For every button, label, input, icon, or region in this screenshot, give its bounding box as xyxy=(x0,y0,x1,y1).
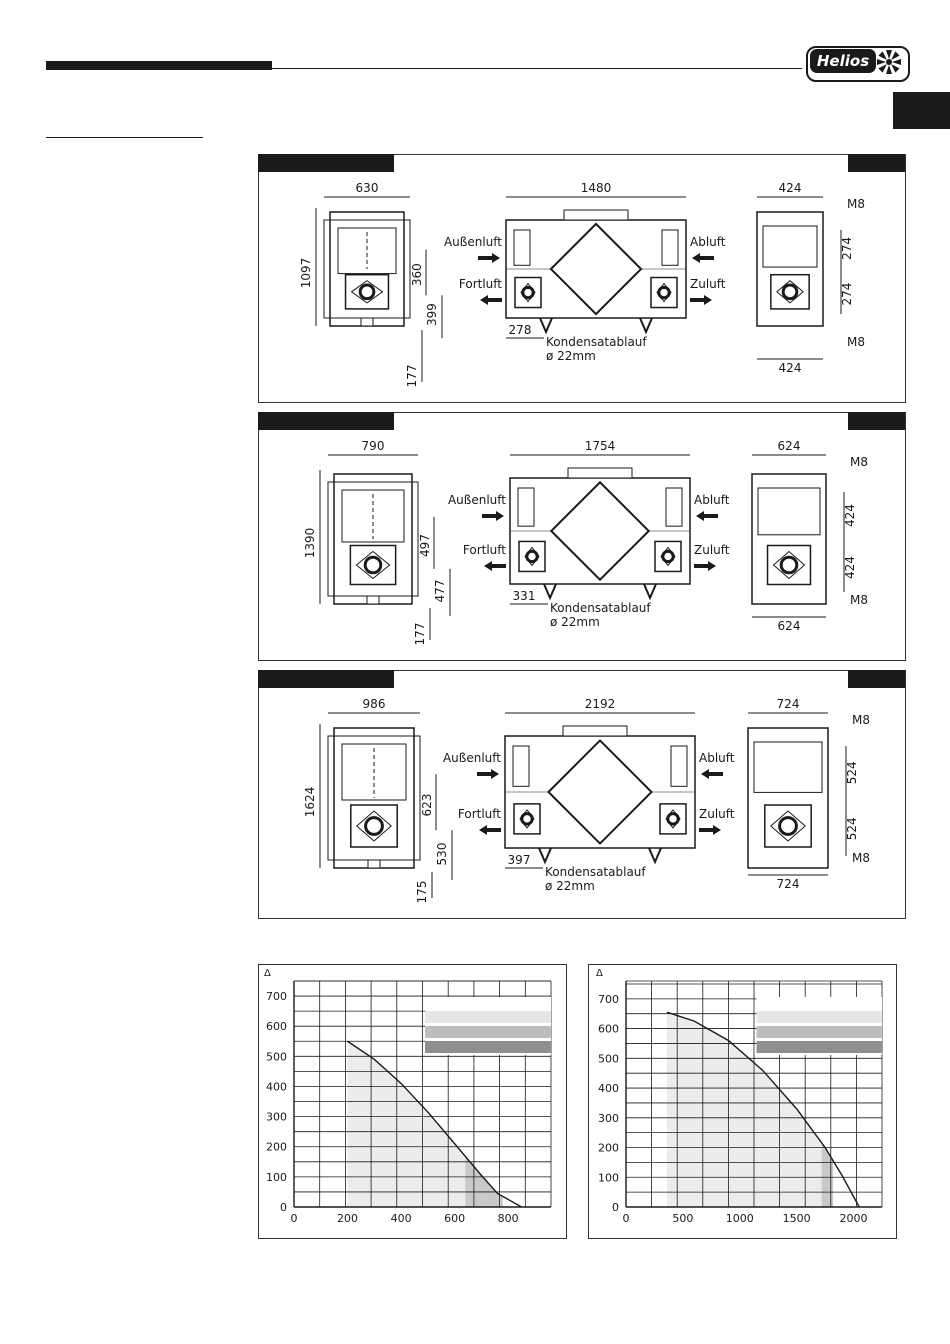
side-dim-a-label: 424 xyxy=(843,504,857,528)
drain-offset-label: 397 xyxy=(507,853,531,867)
y-tick-label: 600 xyxy=(598,1022,619,1036)
x-tick-label: 400 xyxy=(390,1212,412,1225)
bolt-bottom-label: M8 xyxy=(852,851,870,865)
legend-swatch-3 xyxy=(757,1041,882,1053)
y-tick-label: 0 xyxy=(280,1201,287,1214)
y-axis-label: Δ xyxy=(596,968,603,979)
y-tick-label: 300 xyxy=(266,1110,287,1124)
side-bottom-width-label: 424 xyxy=(778,361,802,375)
y-tick-label: 200 xyxy=(266,1140,287,1154)
y-tick-label: 200 xyxy=(598,1141,619,1155)
y-tick-label: 400 xyxy=(266,1080,287,1094)
front-dim-b-label: 530 xyxy=(435,842,449,866)
x-tick-label: 200 xyxy=(337,1212,359,1225)
side-width-label: 624 xyxy=(777,439,801,453)
side-dim-a-label: 524 xyxy=(845,761,859,785)
drain-size-label: ø 22mm xyxy=(550,615,600,629)
legend-swatch-1 xyxy=(425,1011,551,1023)
label-supply-air: Zuluft xyxy=(694,543,730,557)
front-dim-b-label: 477 xyxy=(433,579,447,603)
y-tick-label: 100 xyxy=(266,1170,287,1184)
condensate-drain-label: Kondensatablauf xyxy=(550,601,651,615)
bolt-bottom-label: M8 xyxy=(847,335,865,349)
front-height-label: 1624 xyxy=(303,786,317,818)
x-tick-label: 800 xyxy=(497,1212,519,1225)
brand-logo-text: Helios xyxy=(810,49,876,73)
front-dim-a-label: 360 xyxy=(410,263,424,287)
side-width-label: 424 xyxy=(778,181,802,195)
x-tick-label: 1000 xyxy=(725,1212,754,1225)
label-exhaust-air: Fortluft xyxy=(458,277,502,291)
y-tick-label: 600 xyxy=(266,1020,287,1034)
label-supply-air: Zuluft xyxy=(690,277,726,291)
label-exhaust-air: Fortluft xyxy=(457,807,501,821)
legend-swatch-2 xyxy=(425,1026,551,1038)
y-tick-label: 100 xyxy=(598,1171,619,1185)
side-dim-b-label: 424 xyxy=(843,556,857,580)
front-foot-label: 175 xyxy=(415,880,429,904)
side-dim-b-label: 274 xyxy=(840,282,854,306)
legend-swatch-1 xyxy=(757,1011,882,1023)
x-tick-label: 0 xyxy=(622,1212,630,1225)
front-dim-a-label: 623 xyxy=(420,793,434,817)
drain-size-label: ø 22mm xyxy=(546,349,596,363)
drain-size-label: ø 22mm xyxy=(545,879,595,893)
x-tick-label: 0 xyxy=(290,1212,298,1225)
front-width-label: 986 xyxy=(362,697,386,711)
x-tick-label: 500 xyxy=(672,1212,694,1225)
y-axis-label: Δ xyxy=(264,968,271,979)
x-tick-label: 1500 xyxy=(782,1212,811,1225)
y-tick-label: 500 xyxy=(266,1050,287,1064)
drain-offset-label: 278 xyxy=(508,323,532,337)
side-dim-a-label: 274 xyxy=(840,237,854,260)
front-width-label: 630 xyxy=(355,181,379,195)
side-dim-b-label: 524 xyxy=(845,817,859,841)
y-tick-label: 700 xyxy=(266,990,287,1004)
y-tick-label: 700 xyxy=(598,992,619,1006)
label-supply-air: Zuluft xyxy=(699,807,735,821)
bolt-top-label: M8 xyxy=(847,197,865,211)
bolt-top-label: M8 xyxy=(852,713,870,727)
label-extract-air: Abluft xyxy=(690,235,726,249)
side-bottom-width-label: 624 xyxy=(777,619,801,633)
front-foot-label: 177 xyxy=(405,364,419,388)
chart-2 xyxy=(596,968,882,1225)
front-dim-b-label: 399 xyxy=(425,303,439,327)
legend-swatch-2 xyxy=(757,1026,882,1038)
label-outdoor-air: Außenluft xyxy=(442,751,501,765)
y-tick-label: 0 xyxy=(612,1201,619,1214)
front-width-label: 790 xyxy=(361,439,385,453)
x-tick-label: 2000 xyxy=(839,1212,868,1225)
front-dim-a-label: 497 xyxy=(418,534,432,557)
y-tick-label: 300 xyxy=(598,1111,619,1125)
front-height-label: 1390 xyxy=(303,527,317,559)
y-tick-label: 500 xyxy=(598,1052,619,1066)
label-outdoor-air: Außenluft xyxy=(443,235,502,249)
condensate-drain-label: Kondensatablauf xyxy=(545,865,646,879)
label-outdoor-air: Außenluft xyxy=(447,493,506,507)
x-tick-label: 600 xyxy=(444,1212,466,1225)
legend-swatch-3 xyxy=(425,1041,551,1053)
main-length-label: 1754 xyxy=(584,439,616,453)
front-height-label: 1097 xyxy=(299,257,313,289)
front-foot-label: 177 xyxy=(413,622,427,646)
y-tick-label: 400 xyxy=(598,1082,619,1096)
main-length-label: 2192 xyxy=(584,697,616,711)
drain-offset-label: 331 xyxy=(512,589,536,603)
bolt-bottom-label: M8 xyxy=(850,593,868,607)
label-extract-air: Abluft xyxy=(699,751,735,765)
label-extract-air: Abluft xyxy=(694,493,730,507)
main-length-label: 1480 xyxy=(580,181,612,195)
chart-1 xyxy=(264,968,551,1225)
bolt-top-label: M8 xyxy=(850,455,868,469)
side-width-label: 724 xyxy=(776,697,800,711)
label-exhaust-air: Fortluft xyxy=(462,543,506,557)
condensate-drain-label: Kondensatablauf xyxy=(546,335,647,349)
side-bottom-width-label: 724 xyxy=(776,877,800,891)
